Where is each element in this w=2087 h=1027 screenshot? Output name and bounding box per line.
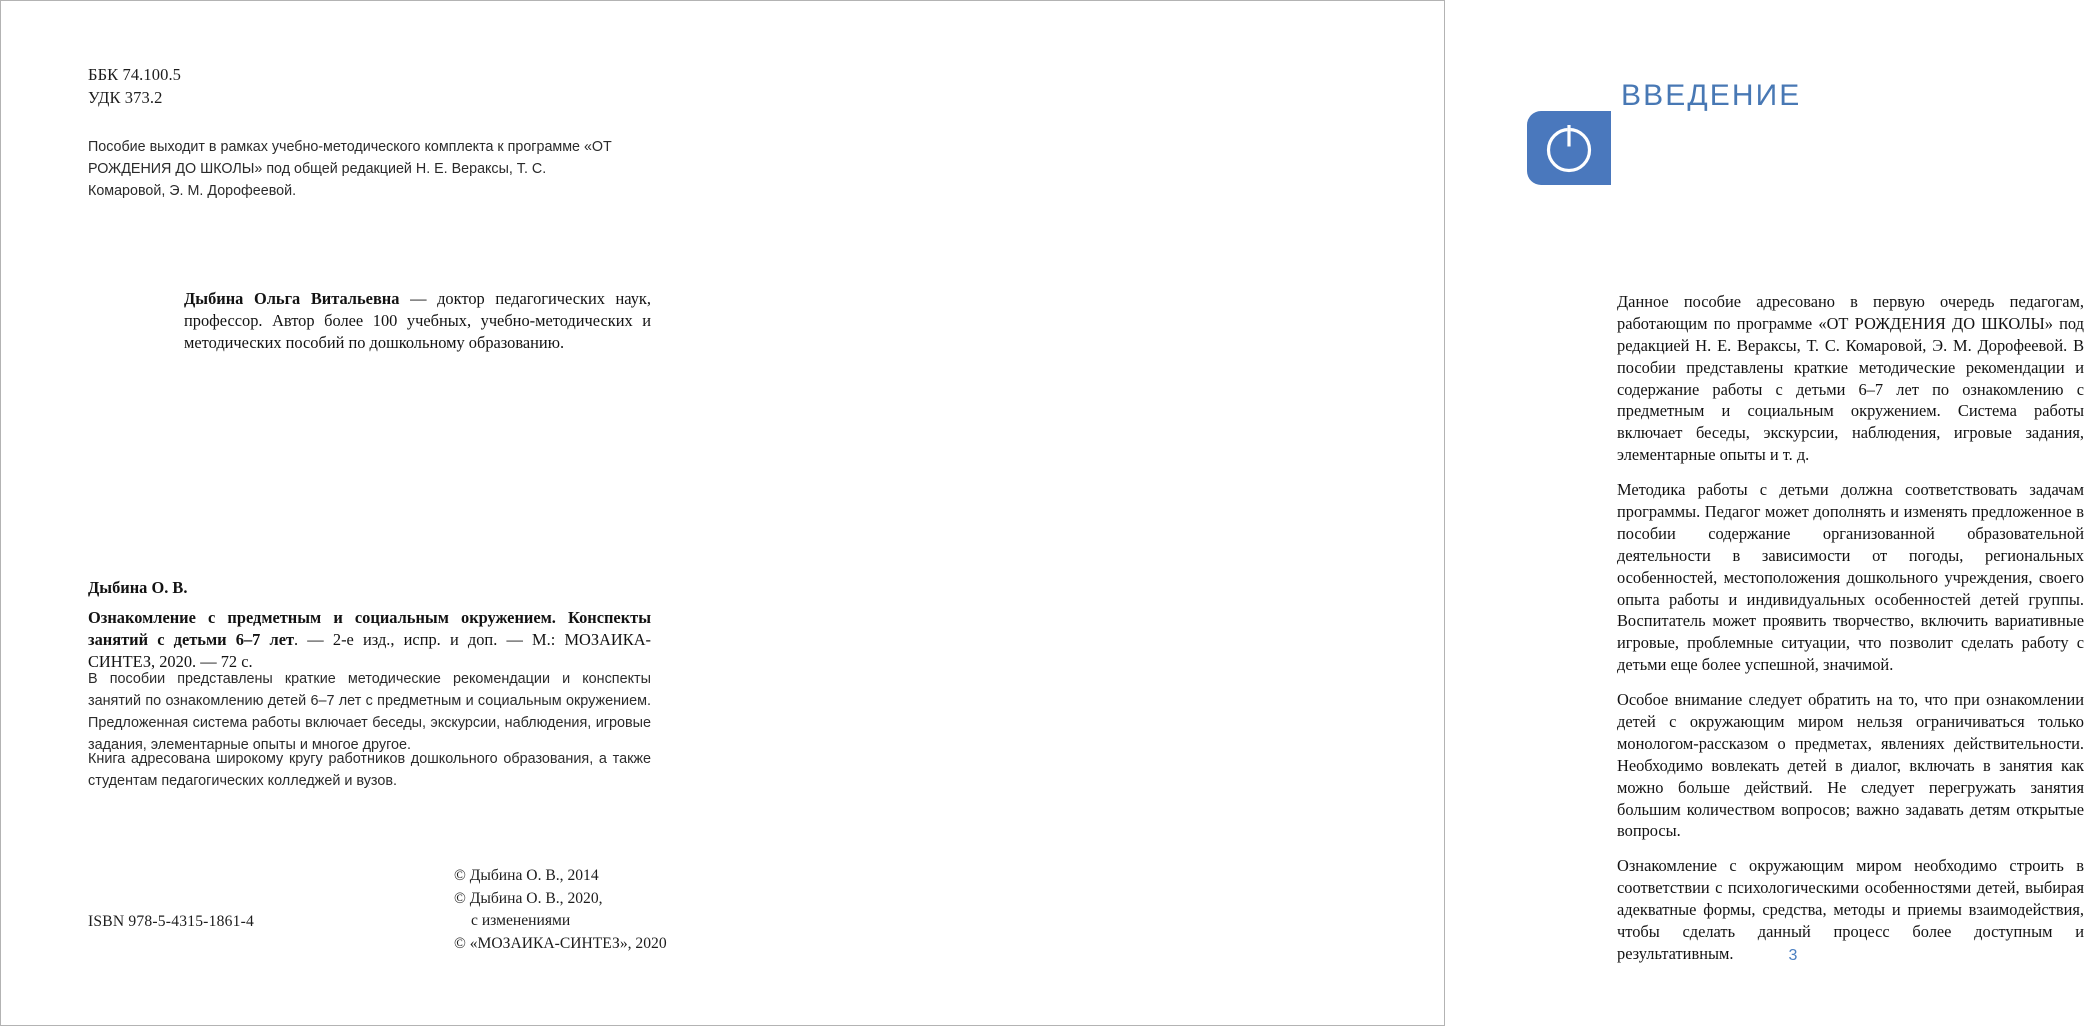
page-number: 3 [1788, 947, 1798, 964]
intro-paragraph: Особое внимание следует обратить на то, что при ознакомлении детей с окружающим миром нельзя ограничиваться только монологом-рассказом о предметах, явлениях действительности. Необходимо вовлекать детей в диалог, включать в занятия как можно больше действий. Не следует перегружать занятия большим количеством вопросов; важно задавать детям открытые вопросы. [1617, 690, 2084, 841]
introduction-page [724, 1, 2084, 1027]
biblio-title: Ознакомление с предметным и социальным окружением. Конспекты занятий с детьми 6–7 лет [88, 608, 651, 649]
annotation-paragraph: В пособии представлены краткие методические рекомендации и конспекты занятий по ознакомлению детей 6–7 лет с предметным и социальным окружением. Предложенная система работы включает беседы, экскурсии, наблюдения, игровые задания, элементарные опыты и многое другое. [88, 671, 651, 753]
bbk-code: ББК 74.100.5 [88, 65, 182, 84]
chapter-title: ВВЕДЕНИЕ [1621, 79, 1802, 112]
intro-paragraph: Методика работы с детьми должна соответствовать задачам программы. Педагог может дополнять и изменять предложенное в пособии содержание организованной образовательной деятельности в зависимости от погоды, региональных особенностей, местоположения дошкольного учреждения, своего опыта работы и индивидуальных особенностей детей группы. Воспитатель может проявить творчество, включить вариативные игровые, проблемные ситуации, что позволит сделать работу с детьми еще более успешной, значимой. [1617, 480, 2084, 675]
introduction-body [1617, 291, 2084, 965]
annotation-paragraph: Книга адресована широкому кругу работников дошкольного образования, а также студентам педагогических колледжей и вузов. [88, 751, 651, 789]
classification-codes [88, 63, 181, 110]
bibliographic-record [88, 577, 651, 672]
imprint-page [1, 1, 724, 1027]
power-icon [1527, 111, 1611, 185]
author-bio [184, 288, 651, 353]
isbn: ISBN 978-5-4315-1861-4 [88, 913, 254, 930]
biblio-author: Дыбина О. В. [88, 578, 188, 597]
series-note: Пособие выходит в рамках учебно-методического комплекта к программе «ОТ РОЖДЕНИЯ ДО ШКОЛЫ» под общей редакцией Н. Е. Вераксы, Т. С. Комаровой, Э. М. Дорофеевой. [88, 139, 612, 199]
copyright-line: © «МОЗАИКА-СИНТЕЗ», 2020 [454, 934, 667, 952]
author-bio-name: Дыбина Ольга Витальевна [184, 289, 400, 308]
copyright-line: с изменениями [471, 912, 571, 930]
copyright-block [454, 865, 667, 955]
author-bio-text: — доктор педагогических наук, профессор. Автор более 100 учебных, учебно-методических и методических пособий по дошкольному образованию. [184, 289, 651, 352]
copyright-line: © Дыбина О. В., 2014 [454, 867, 599, 884]
intro-paragraph: Данное пособие адресовано в первую очередь педагогам, работающим по программе «ОТ РОЖДЕНИЯ ДО ШКОЛЫ» под редакцией Н. Е. Вераксы, Т. С. Комаровой, Э. М. Дорофеевой. В пособии представлены краткие методические рекомендации и содержание работы с детьми 6–7 лет по ознакомлению с предметным и социальным окружением. Система работы включает беседы, экскурсии, наблюдения, игровые задания, элементарные опыты и т. д. [1617, 292, 2084, 465]
biblio-description [88, 607, 651, 672]
chapter-header [1527, 69, 2087, 189]
biblio-imprint: . — 2-е изд., испр. и доп. — М.: МОЗАИКА-СИНТЕЗ, 2020. — 72 с. [88, 629, 651, 671]
udk-code: УДК 373.2 [88, 88, 163, 108]
intro-paragraph: Ознакомление с окружающим миром необходимо строить в соответствии с психологическими особенностями детей, выбирая адекватные формы, средства, методы и приемы взаимодействия, чтобы сделать данный процесс более доступным и результативным. [1617, 856, 2084, 963]
copyright-line: © Дыбина О. В., 2020, [454, 889, 603, 907]
